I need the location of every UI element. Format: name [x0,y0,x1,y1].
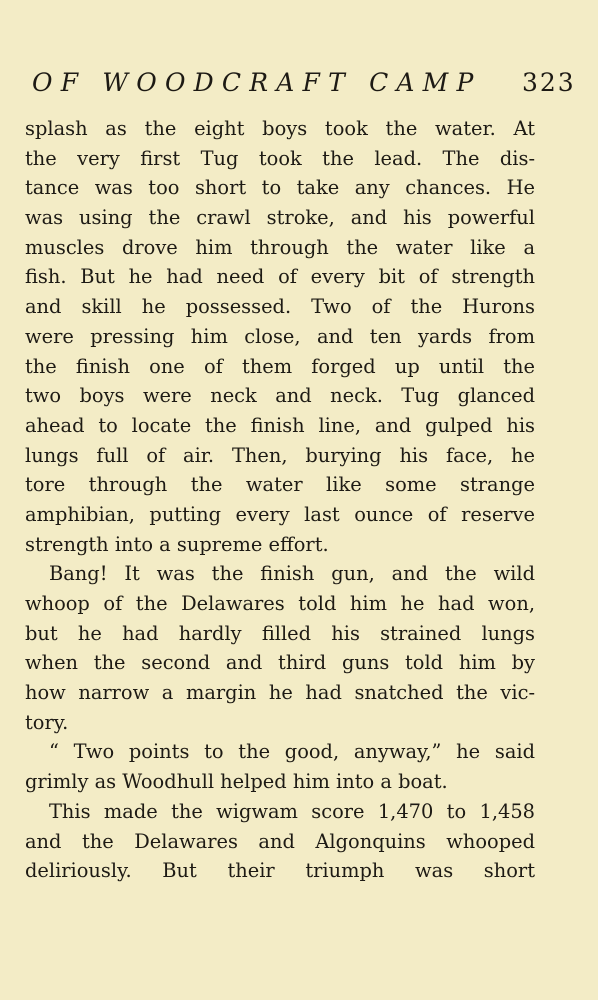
text-line: but he had hardly filled his strained lungs [25,621,535,645]
text-line: tore through the water like some strange [25,473,535,497]
text-line: amphibian, putting every last ounce of reserve [25,502,535,526]
text-line: lungs full of air. Then, burying his face, he [25,443,535,467]
text-line: Bang! It was the finish gun, and the wild [49,562,535,586]
text-line: was using the crawl stroke, and his powerful [25,206,535,230]
text-line: and skill he possessed. Two of the Hurons [25,295,535,319]
text-line: whoop of the Delawares told him he had won, [25,592,535,615]
text-line: the finish one of them forged up until the [25,354,535,378]
text-line: grimly as Woodhull helped him into a boat. [25,770,448,794]
text-line: fish. But he had need of every bit of strength [25,265,535,289]
text-line: tance was too short to take any chances. He [25,176,535,200]
text-line: tory. [25,710,69,734]
text-line: two boys were neck and neck. Tug glanced [25,384,535,408]
text-line: and the Delawares and Algonquins whooped [25,829,535,853]
text-line: were pressing him close, and ten yards from [25,324,535,348]
text-line: how narrow a margin he had snatched the vic- [25,681,535,705]
text-line: splash as the eight boys took the water. At [25,117,535,140]
text-line: muscles drove him through the water like a [25,235,535,259]
text-line: strength into a supreme effort. [25,532,329,556]
running-title: OF WOODCRAFT CAMP [32,68,482,97]
text-line: “ Two points to the good, anyway,” he said [49,740,535,764]
body-text [25,114,535,886]
text-line: This made the wigwam score 1,470 to 1,458 [49,799,535,823]
text-line: the very first Tug took the lead. The dis- [25,146,535,170]
page-number: 323 [522,68,576,97]
running-head [32,68,576,108]
text-line: when the second and third guns told him by [25,651,535,675]
text-line: ahead to locate the finish line, and gulped his [25,413,535,437]
text-line: deliriously. But their triumph was short [25,859,535,883]
